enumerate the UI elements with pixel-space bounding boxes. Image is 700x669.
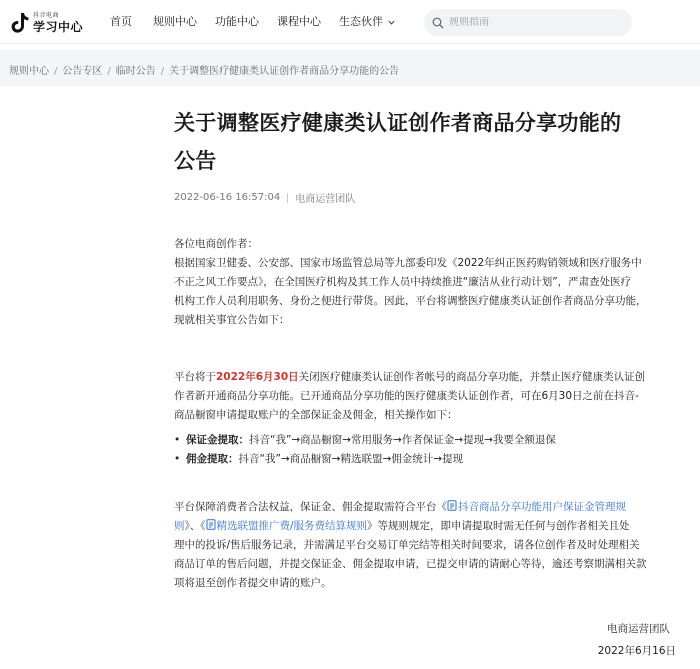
list-item-text: 抖音“我”→商品橱窗→常用服务→作者保证金→提现→我要全额退保 bbox=[249, 434, 556, 446]
paragraph-2 bbox=[174, 368, 684, 425]
title-line-1: 关于调整医疗健康类认证创作者商品分享功能的 bbox=[174, 111, 622, 135]
p3-post: 》等规则规定，即申请提取时需无任何与创作者相关且处 bbox=[367, 520, 630, 532]
p3-line: 商品订单的售后问题，并提交保证金、佣金提取申请，已提交申请的请耐心等待，逾还考察期满相关款 bbox=[174, 558, 647, 570]
nav-item-home[interactable]: 首页 bbox=[110, 15, 132, 28]
spacer bbox=[174, 488, 684, 498]
document-icon bbox=[206, 519, 216, 530]
p2-line-1 bbox=[174, 368, 684, 387]
p1-line: 现就相关事宜公告如下： bbox=[174, 314, 290, 326]
p2-post: 关闭医疗健康类认证创作者帐号的商品分享功能，并禁止医疗健康类认证创 bbox=[298, 371, 646, 383]
p3-mid: 》、《 bbox=[184, 520, 206, 532]
paragraph-3 bbox=[174, 498, 684, 593]
deadline-date: 2022年6月30日 bbox=[216, 371, 299, 383]
list-item-label: 保证金提取： bbox=[186, 434, 249, 446]
search-icon bbox=[432, 17, 444, 29]
list-item-text: 抖音“我”→商品橱窗→精选联盟→佣金统计→提现 bbox=[238, 453, 464, 465]
page-title bbox=[174, 104, 694, 180]
top-nav bbox=[0, 0, 700, 44]
nav-item-courses[interactable]: 课程中心 bbox=[277, 15, 321, 28]
breadcrumb-bar bbox=[0, 50, 700, 86]
p2-line: 商品橱窗申请提取账户的全部保证金及佣金，相关操作如下： bbox=[174, 409, 458, 421]
bullet: • bbox=[174, 434, 181, 446]
spacer bbox=[174, 330, 684, 349]
douyin-logo-icon bbox=[10, 11, 30, 35]
settlement-rules-link[interactable] bbox=[206, 520, 368, 532]
p1-line: 机构工作人员利用职务、身份之便进行带货。因此，平台将调整医疗健康类认证创作者商品分享功能， bbox=[174, 295, 647, 307]
signature-date: 2022年6月16日 bbox=[597, 645, 676, 657]
meta-divider bbox=[287, 193, 288, 203]
greeting: 各位电商创作者： bbox=[174, 238, 258, 250]
deposit-rules-link-end[interactable]: 则 bbox=[174, 520, 185, 532]
logo-subtitle: 抖音电商 bbox=[33, 12, 60, 19]
nav-item-partners-label: 生态伙伴 bbox=[339, 15, 383, 28]
list-item bbox=[174, 450, 684, 469]
breadcrumb-separator: / bbox=[107, 66, 111, 77]
breadcrumb-current: 关于调整医疗健康类认证创作者商品分享功能的公告 bbox=[169, 66, 400, 77]
nav-item-rules[interactable]: 规则中心 bbox=[153, 15, 197, 28]
breadcrumb-separator: / bbox=[54, 66, 58, 77]
p3-pre: 平台保障消费者合法权益，保证金、佣金提取需符合平台《 bbox=[174, 501, 447, 513]
settlement-rules-link-text: 精选联盟推广费/服务费结算规则 bbox=[216, 520, 368, 532]
search-input[interactable] bbox=[449, 17, 619, 28]
bullet: • bbox=[174, 453, 181, 465]
breadcrumb-separator: / bbox=[160, 66, 165, 77]
p3-line: 项将退至创作者提交申请的账户。 bbox=[174, 577, 332, 589]
p1-line: 根据国家卫健委、公安部、国家市场监管总局等九部委印发《2022年纠正医药购销领域和医疗服务中 bbox=[174, 257, 642, 269]
p2-pre: 平台将于 bbox=[174, 371, 216, 383]
p2-line: 作者新开通商品分享功能。已开通商品分享功能的医疗健康类认证创作者，可在6月30日之前在抖音- bbox=[174, 390, 639, 402]
title-line-2: 公告 bbox=[174, 149, 217, 173]
operations-list bbox=[174, 431, 684, 469]
article-header bbox=[174, 104, 694, 205]
p3-line-2 bbox=[174, 517, 684, 536]
breadcrumb-announcements[interactable]: 公告专区 bbox=[62, 66, 103, 77]
breadcrumb-rules-center[interactable]: 规则中心 bbox=[9, 66, 49, 77]
search-box[interactable] bbox=[424, 9, 632, 36]
signature: 电商运营团队 bbox=[607, 623, 670, 635]
p1-line: 不正之风工作要点》，在全国医疗机构及其工作人员中持续推进“廉洁从业行动计划”，严肃查处医疗 bbox=[174, 276, 632, 288]
paragraph-1 bbox=[174, 254, 684, 330]
breadcrumb bbox=[9, 62, 399, 77]
list-item-label: 佣金提取： bbox=[186, 453, 239, 465]
p3-line: 理中的投诉/售后服务记录，并需满足平台交易订单完结等相关时间要求，请各位创作者及时处理相关 bbox=[174, 539, 640, 551]
nav-item-partners[interactable] bbox=[339, 14, 396, 30]
logo-title: 学习中心 bbox=[33, 20, 84, 34]
deposit-rules-link-text: 抖音商品分享功能用户保证金管理规 bbox=[458, 501, 626, 513]
chevron-down-icon bbox=[387, 18, 396, 27]
logo[interactable] bbox=[10, 9, 83, 37]
breadcrumb-temporary[interactable]: 临时公告 bbox=[115, 66, 156, 77]
spacer bbox=[174, 469, 684, 488]
article-meta bbox=[174, 190, 694, 205]
deposit-rules-link[interactable] bbox=[447, 501, 626, 513]
list-item bbox=[174, 431, 684, 450]
nav-item-functions[interactable]: 功能中心 bbox=[215, 15, 259, 28]
p3-line-1 bbox=[174, 498, 684, 517]
publish-datetime: 2022-06-16 16:57:04 bbox=[174, 192, 281, 203]
spacer bbox=[174, 349, 684, 368]
article-author: 电商运营团队 bbox=[295, 194, 356, 205]
document-icon bbox=[447, 500, 457, 511]
article-body bbox=[174, 235, 684, 593]
